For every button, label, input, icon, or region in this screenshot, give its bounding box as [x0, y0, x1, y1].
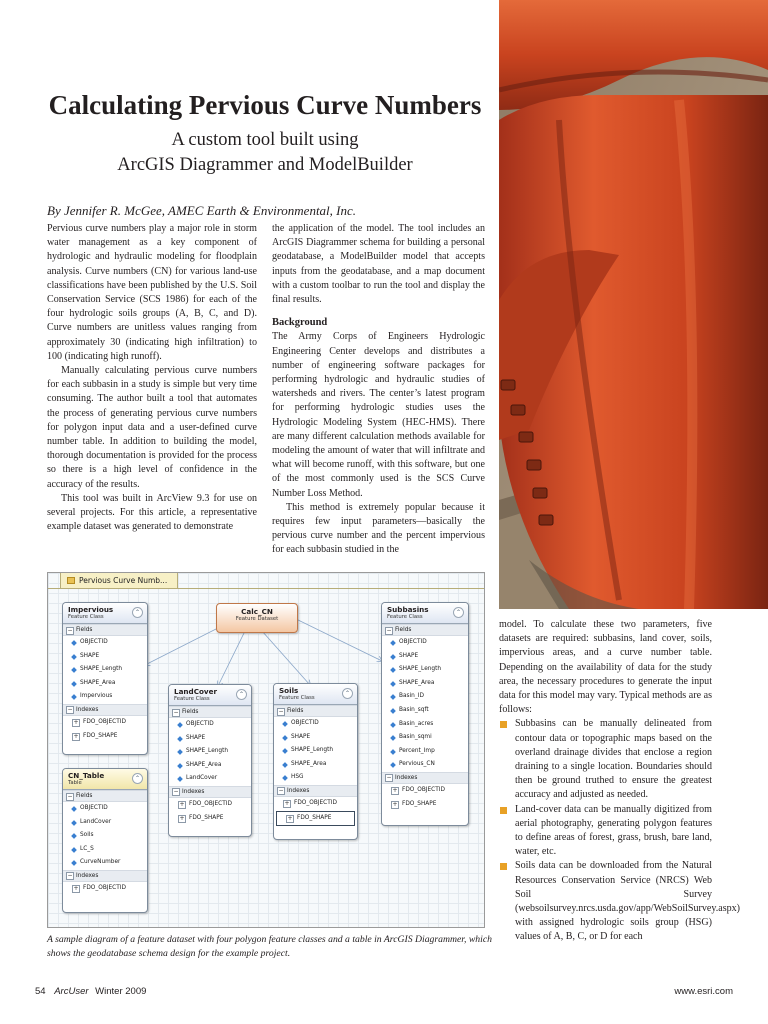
field-icon [71, 654, 77, 660]
arrow-to-subbasins [294, 618, 382, 661]
expand-icon[interactable]: + [287, 815, 293, 823]
issue-date: Winter 2009 [95, 986, 147, 997]
class-name: Impervious [68, 605, 114, 614]
class-type: Feature Class [68, 614, 104, 620]
paragraph: model. To calculate these two parameters, five datasets are required: subbasins, land cover, soils, impervious areas, and a curve number table. Depending on the availability of data for the study area, the necessary procedures to generate the input data for this model may vary. Typical methods are as follows: [499, 619, 712, 716]
field-icon [390, 749, 396, 755]
field-icon [390, 763, 396, 769]
field-icon [71, 820, 77, 826]
field-item: OBJECTID [63, 636, 147, 650]
impervious-class-box[interactable] [62, 602, 148, 755]
list-item-text: Soils data can be downloaded from the Natural Resources Conservation Service (NRCS) Web Soil Survey (websoilsurvey.nrcs.usda.gov/app/WebSoilSurvey.aspx) with assigned hydrologic soils group (HSG) values of A, B, C, or D for each [515, 860, 741, 943]
field-item: SHAPE_Length [274, 744, 357, 758]
page-footer [35, 986, 146, 998]
collapse-chevron-icon[interactable]: ⌃ [236, 689, 247, 700]
page-number: 54 [35, 986, 46, 997]
field-item: LandCover [169, 772, 251, 786]
subbasins-class-box[interactable] [381, 602, 469, 826]
index-item: + FDO_SHAPE [276, 811, 355, 827]
field-item: HSG [274, 771, 357, 785]
field-icon [177, 736, 183, 742]
field-item: OBJECTID [382, 636, 468, 650]
list-item [499, 859, 741, 944]
collapse-chevron-icon[interactable]: ⌃ [132, 773, 143, 784]
field-item: SHAPE [63, 650, 147, 664]
expand-icon[interactable]: + [392, 801, 398, 809]
fields-header: Fields [182, 709, 199, 715]
field-item: Basin_ID [382, 690, 468, 704]
collapse-icon[interactable]: − [278, 707, 284, 715]
field-icon [282, 776, 288, 782]
body-column-3 [499, 618, 741, 945]
expand-icon[interactable]: + [73, 885, 79, 893]
field-item: SHAPE_Area [63, 677, 147, 691]
field-item: SHAPE_Length [169, 745, 251, 759]
field-item: CurveNumber [63, 856, 147, 870]
class-name: CN_Table [68, 771, 105, 780]
field-icon [390, 681, 396, 687]
collapse-icon[interactable]: − [67, 626, 73, 634]
paragraph: the application of the model. The tool includes an ArcGIS Diagrammer schema for building a personal geodatabase, a ModelBuilder model that accepts inputs from the geodatabase, and a map document with a custom toolbar to run the tool and display the final results. [272, 223, 485, 306]
subtitle-line-1: A custom tool built using [171, 130, 359, 150]
field-icon [71, 695, 77, 701]
paragraph: Manually calculating pervious curve numbers for each subbasin in a study is simple but very time consuming. The author built a tool that automates the process of generating pervious curve numbers for polygon input data and a user-defined curve number table. In addition to building the model, thorough documentation is provided for the process so there is a high level of confidence in the accuracy of the results. [47, 365, 257, 490]
body-column-1 [47, 222, 257, 534]
indexes-header: Indexes [395, 774, 418, 781]
arrow-to-impervious [145, 628, 218, 665]
index-item: + FDO_OBJECTID [284, 799, 337, 808]
website-url: www.esri.com [674, 986, 733, 997]
list-item-text: Subbasins can be manually delineated from contour data or topographic maps based on the overland drainage divides that enclose a region draining to a single location. Boundaries should then be ground truthed to ensure the greatest accuracy and adjusted as needed. [515, 718, 712, 801]
field-item: Percent_Imp [382, 745, 468, 759]
field-icon [177, 777, 183, 783]
field-item: SHAPE_Length [382, 663, 468, 677]
collapse-icon[interactable]: − [173, 788, 179, 796]
bullet-list [499, 717, 741, 944]
indexes-header: Indexes [182, 788, 205, 795]
field-icon [71, 667, 77, 673]
field-item: LC_S [63, 843, 147, 857]
field-item: OBJECTID [63, 802, 147, 816]
field-icon [390, 654, 396, 660]
field-item: SHAPE_Area [274, 758, 357, 772]
class-name: LandCover [174, 687, 218, 696]
paragraph: This method is extremely popular because it requires few input parameters—basically the pervious curve number and the percent impervious for each subbasin studied in the [272, 501, 485, 556]
class-type: Feature Class [279, 695, 315, 701]
field-item: Impervious [63, 690, 147, 704]
collapse-icon[interactable]: − [173, 708, 179, 716]
field-item: Basin_sqmi [382, 731, 468, 745]
indexes-header: Indexes [76, 706, 99, 713]
class-type: Table [68, 780, 82, 786]
index-item: + FDO_OBJECTID [73, 718, 126, 727]
byline: By Jennifer R. McGee, AMEC Earth & Environmental, Inc. [47, 203, 357, 218]
square-bullet-icon [500, 863, 507, 870]
index-item: + FDO_SHAPE [179, 814, 224, 823]
field-icon [282, 748, 288, 754]
list-item [499, 717, 712, 802]
square-bullet-icon [500, 721, 507, 728]
field-icon [390, 735, 396, 741]
field-item: SHAPE [274, 731, 357, 745]
figure-caption: A sample diagram of a feature dataset with four polygon feature classes and a table in ArcGIS Diagrammer, which shows the geodatabase schema design for the example project. [47, 934, 492, 959]
field-icon [390, 667, 396, 673]
field-item: SHAPE [382, 650, 468, 664]
expand-icon[interactable]: + [179, 801, 185, 809]
collapse-chevron-icon[interactable]: ⌃ [342, 688, 353, 699]
fields-header: Fields [76, 627, 93, 633]
field-icon [71, 847, 77, 853]
field-item: Pervious_CN [382, 758, 468, 772]
square-bullet-icon [500, 807, 507, 814]
cn-table-box[interactable] [62, 768, 148, 913]
field-icon [177, 749, 183, 755]
landcover-class-box[interactable] [168, 684, 252, 837]
index-item: + FDO_SHAPE [392, 800, 437, 809]
expand-icon[interactable]: + [392, 787, 398, 795]
collapse-icon[interactable]: − [67, 706, 73, 714]
field-item: SHAPE_Area [169, 759, 251, 773]
diagrammer-figure [47, 572, 485, 928]
field-icon [390, 722, 396, 728]
class-type: Feature Class [174, 696, 210, 702]
subtitle-line-2: ArcGIS Diagrammer and ModelBuilder [117, 155, 413, 175]
field-icon [390, 640, 396, 646]
index-item: + FDO_OBJECTID [392, 786, 445, 795]
field-item: SHAPE [169, 732, 251, 746]
expand-icon[interactable]: + [179, 815, 185, 823]
expand-icon[interactable]: + [73, 733, 79, 741]
field-icon [177, 763, 183, 769]
indexes-header: Indexes [76, 872, 99, 879]
fields-header: Fields [287, 708, 304, 714]
field-icon [71, 833, 77, 839]
fields-header: Fields [76, 793, 93, 799]
expand-icon[interactable]: + [284, 800, 290, 808]
section-heading: Background [272, 317, 328, 329]
index-item: + FDO_SHAPE [73, 732, 118, 741]
field-item: Basin_sqft [382, 704, 468, 718]
field-icon [282, 735, 288, 741]
field-item: Basin_acres [382, 718, 468, 732]
article-title: Calculating Pervious Curve Numbers [48, 90, 482, 120]
list-item-text: Land-cover data can be manually digitized from aerial photography, generating polygon features to define areas of forest, grass, brush, bare land, water, etc. [515, 803, 712, 858]
arrow-to-landcover [218, 631, 245, 686]
pipes-photo [499, 0, 768, 609]
dataset-type: Feature Dataset [235, 616, 279, 622]
collapse-chevron-icon[interactable]: ⌃ [132, 607, 143, 618]
class-name: Subbasins [387, 605, 429, 614]
field-item: SHAPE_Area [382, 677, 468, 691]
paragraph: The Army Corps of Engineers Hydrologic Engineering Center develops and distributes a number of engineering software packages for performing hydrologic and hydraulic studies of watersheds and rivers. The center’s latest program for performing hydrologic studies uses the Hydrologic Modeling System (HEC-HMS). There are many different calculation methods available for modeling the amount of water that will infiltrate and what will become runoff, with this software, but one of the most commonly used is the SCS Curve Number Loss Method. [272, 331, 485, 499]
field-item: LandCover [63, 816, 147, 830]
class-name: Soils [279, 686, 299, 695]
index-item: + FDO_OBJECTID [73, 884, 126, 893]
body-column-2 [272, 222, 485, 558]
expand-icon[interactable]: + [73, 719, 79, 727]
field-icon [71, 806, 77, 812]
collapse-icon[interactable]: − [67, 792, 73, 800]
list-item [499, 803, 712, 860]
index-item: + FDO_OBJECTID [179, 800, 232, 809]
pipes-photo-art [499, 0, 768, 609]
fields-header: Fields [395, 627, 412, 633]
arrow-to-soils [262, 631, 310, 685]
field-icon [282, 721, 288, 727]
collapse-icon[interactable]: − [386, 774, 392, 782]
indexes-header: Indexes [287, 787, 310, 794]
paragraph: This tool was built in ArcView 9.3 for use on several projects. For this article, a representative example dataset was generated to demonstrate [47, 492, 257, 533]
class-type: Feature Class [387, 614, 423, 620]
field-item: Soils [63, 829, 147, 843]
field-icon [390, 708, 396, 714]
collapse-icon[interactable]: − [278, 787, 284, 795]
field-icon [71, 861, 77, 867]
calc-cn-dataset-box[interactable] [216, 603, 298, 633]
magazine-name: ArcUser [54, 986, 89, 997]
paragraph: Pervious curve numbers play a major role in storm water management as a key component of hydrologic and hydraulic modeling for floodplain analysis. Curve numbers (CN) for various land-use classifications have been published by the U.S. Soil Conservation Service (SCS 1986) for each of the four hydrologic soils groups (A, B, C, and D). Curve numbers are unitless values ranging from approximately 30 (indicating high infiltration) to 100 (indicating high runoff). [47, 223, 257, 362]
field-icon [71, 640, 77, 646]
field-icon [282, 762, 288, 768]
diagram-tab-label: Pervious Curve Numb... [79, 576, 168, 585]
field-icon [177, 722, 183, 728]
soils-class-box[interactable] [273, 683, 358, 840]
field-icon [71, 681, 77, 687]
dataset-name: Calc_CN [241, 607, 273, 616]
collapse-chevron-icon[interactable]: ⌃ [453, 607, 464, 618]
field-item: SHAPE_Length [63, 663, 147, 677]
article-subtitle [20, 128, 510, 178]
field-item: OBJECTID [169, 718, 251, 732]
field-item: OBJECTID [274, 717, 357, 731]
collapse-icon[interactable]: − [67, 872, 73, 880]
collapse-icon[interactable]: − [386, 626, 392, 634]
field-icon [390, 695, 396, 701]
